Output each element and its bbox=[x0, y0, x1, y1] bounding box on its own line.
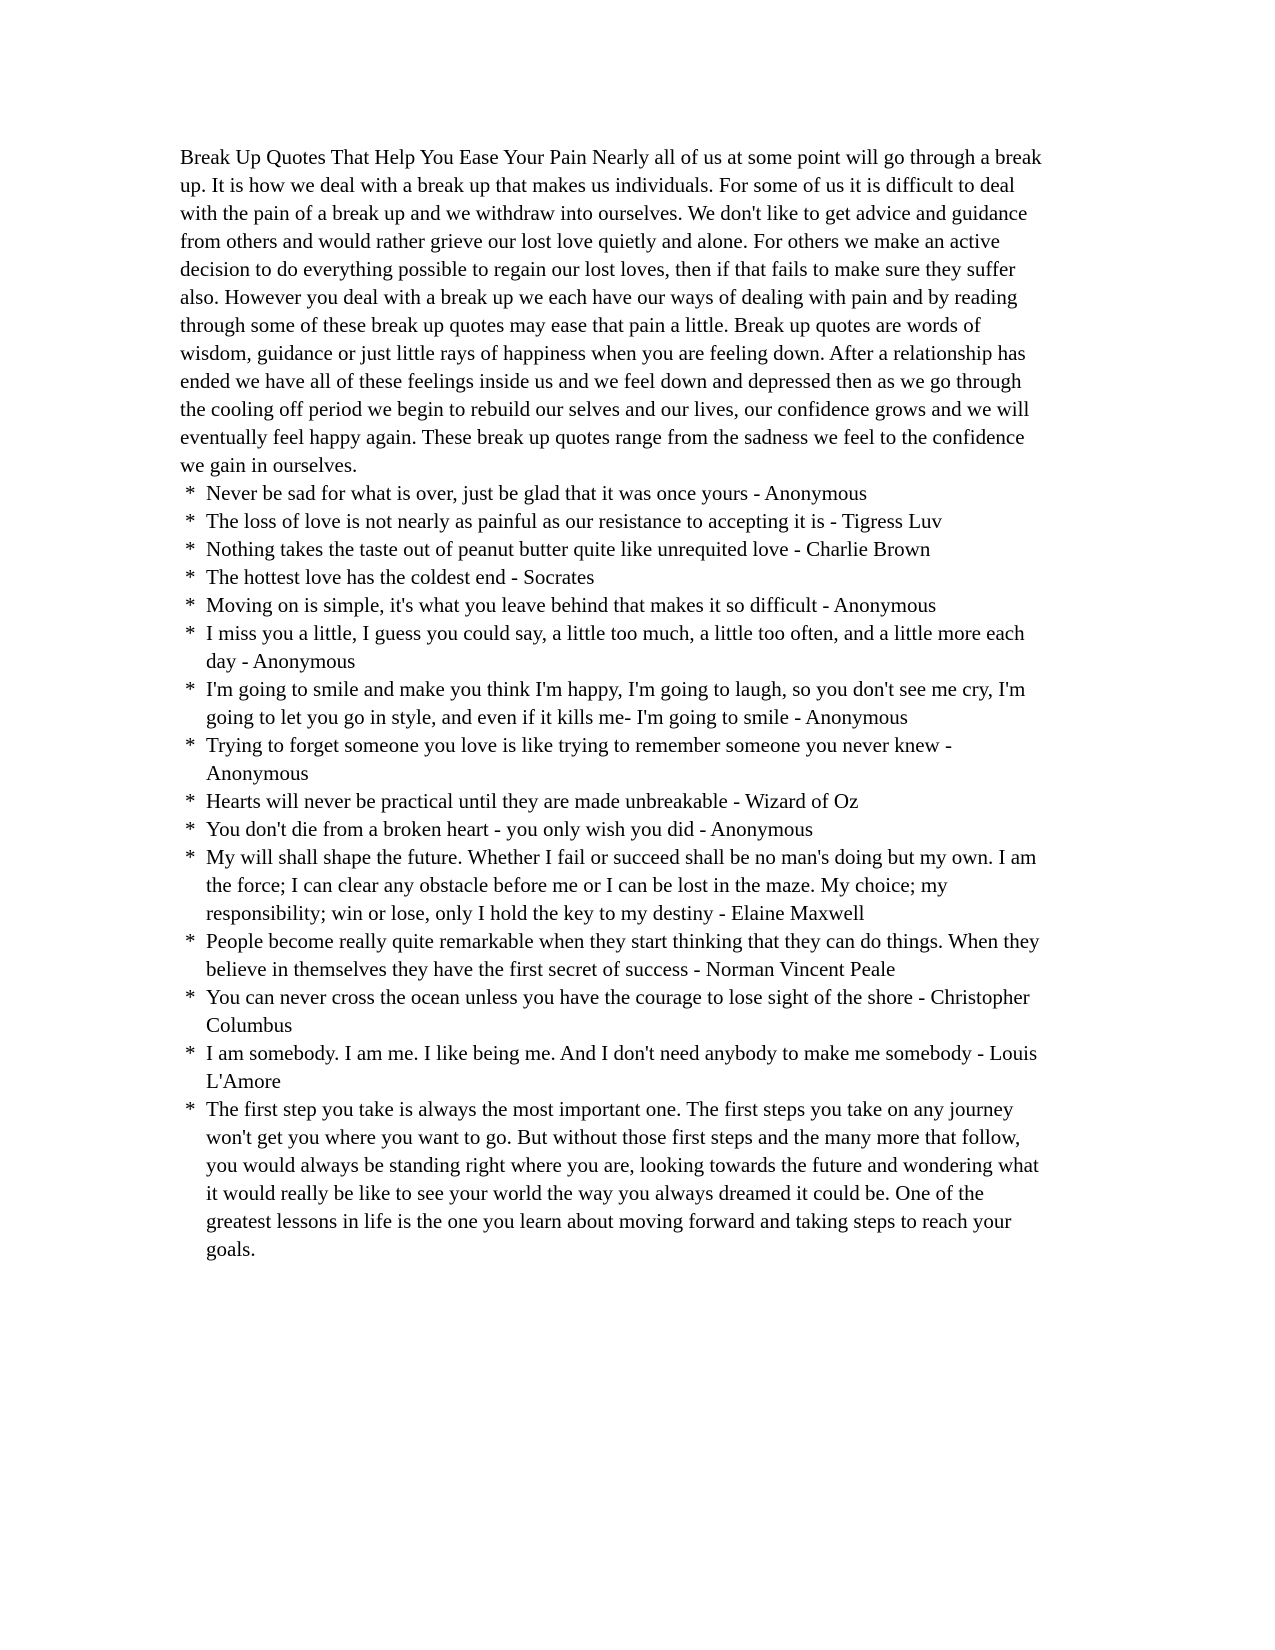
quote-text: You don't die from a broken heart - you only wish you did - Anonymous bbox=[206, 817, 814, 841]
quote-text: Trying to forget someone you love is like trying to remember someone you never knew - Anonymous bbox=[206, 733, 952, 785]
list-item bbox=[180, 927, 1042, 983]
quote-text: I am somebody. I am me. I like being me. And I don't need anybody to make me somebody - Louis L'Amore bbox=[206, 1041, 1038, 1093]
intro-paragraph: Break Up Quotes That Help You Ease Your Pain Nearly all of us at some point will go through a break up. It is how we deal with a break up that makes us individuals. For some of us it is difficult to deal with the pain of a break up and we withdraw into ourselves. We don't like to get advice and guidance from others and would rather grieve our lost love quietly and alone. For others we make an active decision to do everything possible to regain our lost loves, then if that fails to make sure they suffer also. However you deal with a break up we each have our ways of dealing with pain and by reading through some of these break up quotes may ease that pain a little. Break up quotes are words of wisdom, guidance or just little rays of happiness when you are feeling down. After a relationship has ended we have all of these feelings inside us and we feel down and depressed then as we go through the cooling off period we begin to rebuild our selves and our lives, our confidence grows and we will eventually feel happy again. These break up quotes range from the sadness we feel to the confidence we gain in ourselves. bbox=[180, 145, 1042, 477]
asterisk-bullet: * bbox=[185, 817, 196, 841]
asterisk-bullet: * bbox=[185, 1097, 196, 1121]
quote-text: The loss of love is not nearly as painful as our resistance to accepting it is - Tigress Luv bbox=[206, 509, 943, 533]
asterisk-bullet: * bbox=[185, 789, 196, 813]
asterisk-bullet: * bbox=[185, 985, 196, 1009]
quote-text: My will shall shape the future. Whether I fail or succeed shall be no man's doing but my own. I am the force; I can clear any obstacle before me or I can be lost in the maze. My choice; my responsibility; win or lose, only I hold the key to my destiny - Elaine Maxwell bbox=[206, 845, 1037, 925]
quote-text: People become really quite remarkable when they start thinking that they can do things. When they believe in themselves they have the first secret of success - Norman Vincent Peale bbox=[206, 929, 1040, 981]
asterisk-bullet: * bbox=[185, 1041, 196, 1065]
list-item bbox=[180, 787, 1042, 815]
list-item bbox=[180, 563, 1042, 591]
list-item bbox=[180, 815, 1042, 843]
quote-text: Moving on is simple, it's what you leave behind that makes it so difficult - Anonymous bbox=[206, 593, 937, 617]
quote-text: Never be sad for what is over, just be glad that it was once yours - Anonymous bbox=[206, 481, 868, 505]
document-content bbox=[180, 143, 1042, 1263]
list-item bbox=[180, 731, 1042, 787]
quote-text: Nothing takes the taste out of peanut butter quite like unrequited love - Charlie Brown bbox=[206, 537, 931, 561]
quote-text: Hearts will never be practical until they are made unbreakable - Wizard of Oz bbox=[206, 789, 859, 813]
asterisk-bullet: * bbox=[185, 677, 196, 701]
list-item bbox=[180, 983, 1042, 1039]
asterisk-bullet: * bbox=[185, 509, 196, 533]
quote-list bbox=[180, 479, 1042, 1263]
quote-text: You can never cross the ocean unless you have the courage to lose sight of the shore - Christopher Columbus bbox=[206, 985, 1030, 1037]
list-item bbox=[180, 507, 1042, 535]
list-item bbox=[180, 1095, 1042, 1263]
list-item bbox=[180, 675, 1042, 731]
asterisk-bullet: * bbox=[185, 565, 196, 589]
asterisk-bullet: * bbox=[185, 621, 196, 645]
list-item bbox=[180, 535, 1042, 563]
asterisk-bullet: * bbox=[185, 593, 196, 617]
list-item bbox=[180, 619, 1042, 675]
list-item bbox=[180, 1039, 1042, 1095]
quote-text: The first step you take is always the most important one. The first steps you take on any journey won't get you where you want to go. But without those first steps and the many more that follow, you would always be standing right where you are, looking towards the future and wondering what it would really be like to see your world the way you always dreamed it could be. One of the greatest lessons in life is the one you learn about moving forward and taking steps to reach your goals. bbox=[206, 1097, 1039, 1261]
list-item bbox=[180, 591, 1042, 619]
list-item bbox=[180, 843, 1042, 927]
asterisk-bullet: * bbox=[185, 929, 196, 953]
quote-text: I'm going to smile and make you think I'm happy, I'm going to laugh, so you don't see me cry, I'm going to let you go in style, and even if it kills me- I'm going to smile - Anonymous bbox=[206, 677, 1026, 729]
list-item bbox=[180, 479, 1042, 507]
asterisk-bullet: * bbox=[185, 481, 196, 505]
quote-text: The hottest love has the coldest end - Socrates bbox=[206, 565, 595, 589]
asterisk-bullet: * bbox=[185, 733, 196, 757]
quote-text: I miss you a little, I guess you could say, a little too much, a little too often, and a little more each day - Anonymous bbox=[206, 621, 1025, 673]
asterisk-bullet: * bbox=[185, 845, 196, 869]
asterisk-bullet: * bbox=[185, 537, 196, 561]
